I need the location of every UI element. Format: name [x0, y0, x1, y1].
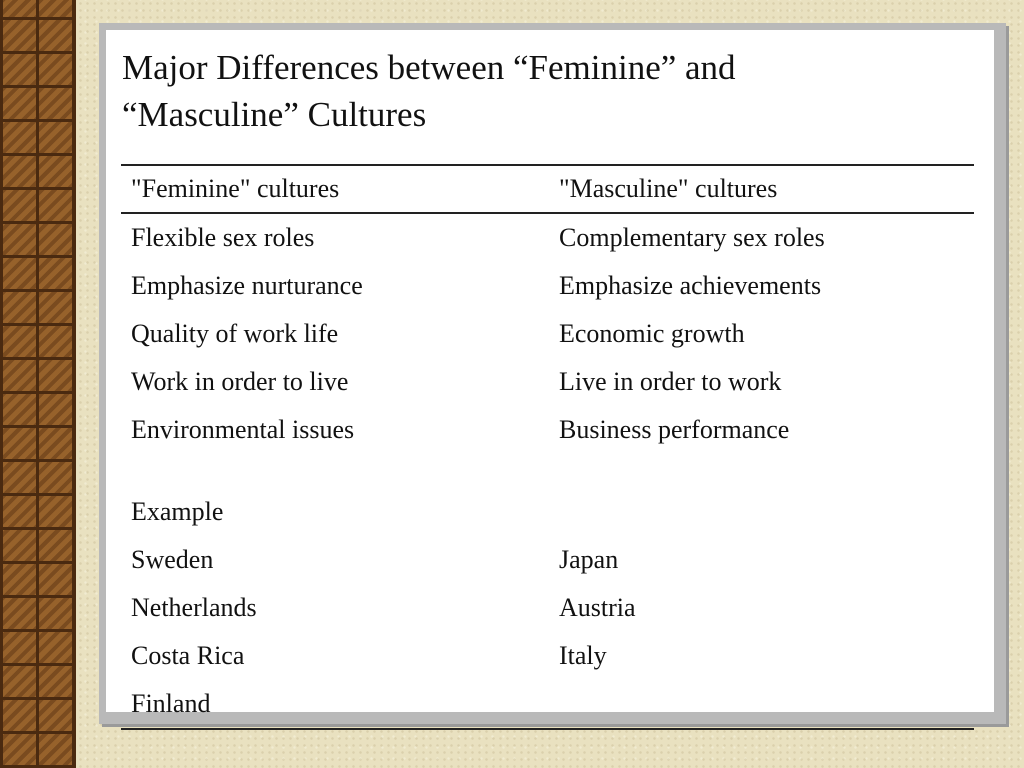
table-header — [121, 166, 974, 214]
example-label-row — [121, 488, 974, 536]
masculine-trait: Business performance — [559, 415, 790, 444]
table-row — [121, 310, 974, 358]
slide-title-line-1: Major Differences between “Feminine” and — [122, 48, 736, 87]
table-row — [121, 262, 974, 310]
example-row — [121, 632, 974, 680]
masculine-country: Italy — [559, 641, 607, 670]
feminine-country: Finland — [131, 689, 211, 718]
decorative-side-strip — [0, 0, 76, 768]
masculine-trait: Emphasize achievements — [559, 271, 822, 300]
example-row — [121, 536, 974, 584]
masculine-trait: Economic growth — [559, 319, 745, 348]
slide-title — [122, 44, 962, 138]
table-row — [121, 358, 974, 406]
example-label: Example — [131, 497, 224, 526]
table-spacer — [121, 454, 974, 488]
masculine-country: Austria — [559, 593, 636, 622]
feminine-trait: Work in order to live — [131, 367, 349, 396]
comparison-table — [121, 164, 974, 730]
masculine-country: Japan — [559, 545, 619, 574]
slide — [106, 30, 994, 718]
slide-title-line-2: “Masculine” Cultures — [122, 95, 427, 134]
feminine-country: Netherlands — [131, 593, 257, 622]
masculine-trait: Complementary sex roles — [559, 223, 825, 252]
feminine-country: Sweden — [131, 545, 214, 574]
table-row — [121, 406, 974, 454]
feminine-trait: Flexible sex roles — [131, 223, 315, 252]
header-masculine: "Masculine" cultures — [559, 174, 778, 203]
feminine-trait: Environmental issues — [131, 415, 355, 444]
example-row — [121, 584, 974, 632]
masculine-trait: Live in order to work — [559, 367, 782, 396]
table-row — [121, 214, 974, 262]
feminine-trait: Emphasize nurturance — [131, 271, 363, 300]
example-row — [121, 680, 974, 728]
feminine-trait: Quality of work life — [131, 319, 339, 348]
header-feminine: "Feminine" cultures — [131, 174, 340, 203]
feminine-country: Costa Rica — [131, 641, 245, 670]
